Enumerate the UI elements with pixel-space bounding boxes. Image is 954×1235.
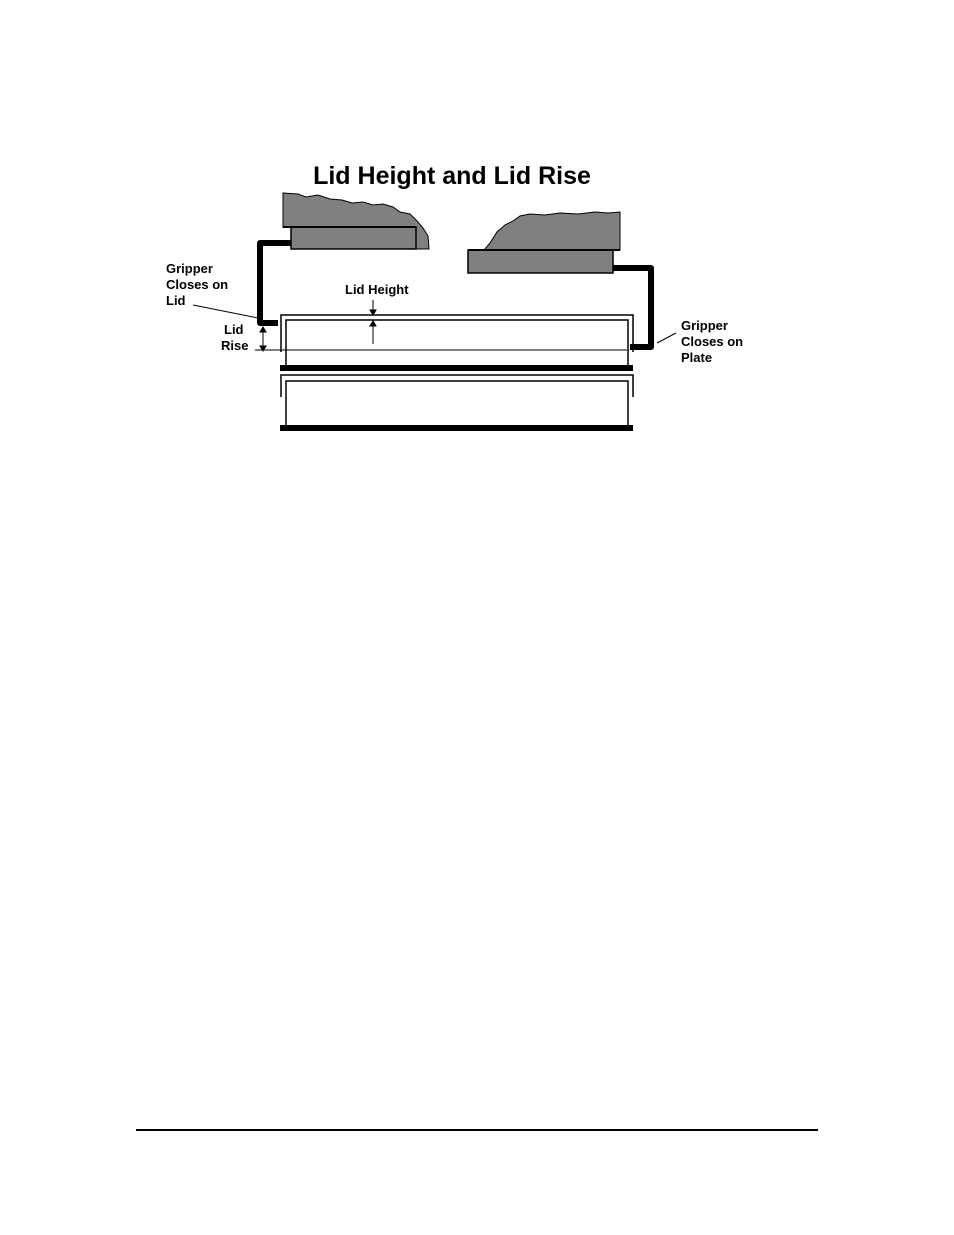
lid-rise-arrows (260, 327, 266, 351)
lower-lid (281, 375, 633, 397)
left-gripper-arm (260, 243, 291, 323)
right-gripper-block (468, 250, 613, 273)
upper-plate-base (280, 365, 633, 371)
gripper-lid-leader (193, 305, 258, 318)
right-gripper-arm (613, 268, 651, 347)
upper-plate (286, 320, 628, 366)
lid-height-arrows (370, 300, 376, 344)
gripper-lid-label: Gripper Closes on Lid (166, 261, 229, 308)
footer-rule (136, 1129, 818, 1131)
gripper-plate-leader (657, 333, 676, 343)
lower-plate-base (280, 425, 633, 431)
left-gripper-block (291, 227, 416, 249)
lid-height-label: Lid Height (345, 282, 409, 297)
lower-plate (286, 381, 628, 426)
lid-rise-label: Lid Rise (221, 322, 249, 353)
gripper-plate-label: Gripper Closes on Plate (681, 318, 744, 365)
diagram-title: Lid Height and Lid Rise (313, 162, 591, 190)
